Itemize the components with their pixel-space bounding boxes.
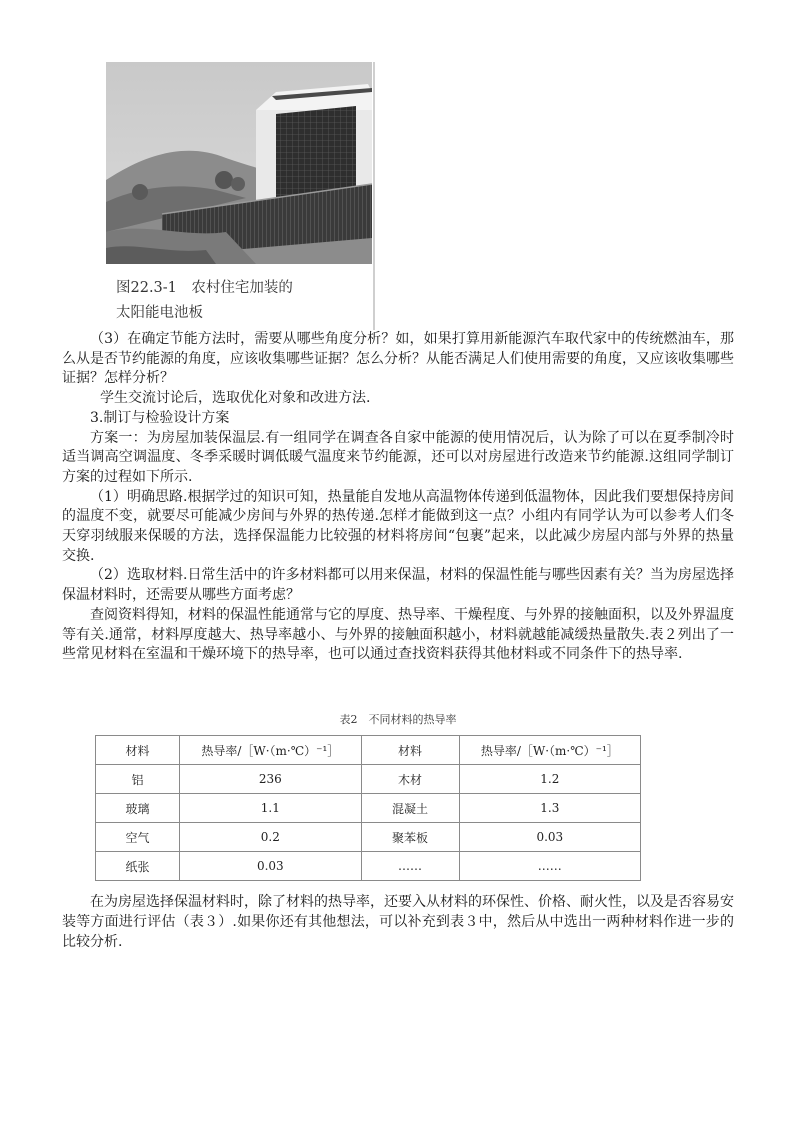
section-heading: 3.制订与检验设计方案 — [90, 409, 230, 426]
paragraph: 查阅资料得知，材料的保温性能通常与它的厚度、热导率、干燥程度、与外界的接触面积，以及外界温度等有关.通常，材料厚度越大、热导率越小、与外界的接触面积越小，材料就越能减缓热量散失.表２列出了一些常见材料在室温和干燥环境下的热导率，也可以通过查找资料获得其他材料或不同条件下的热导率. — [62, 606, 734, 663]
caption-line: 太阳能电池板 — [116, 305, 203, 321]
paragraph: 方案一：为房屋加装保温层.有一组同学在调查各自家中能源的使用情况后，认为除了可以在夏季制冷时适当调高空调温度、冬季采暖时调低暖气温度来节约能源，还可以对房屋进行改造来节约能源.这组同学制订方案的过程如下所示. — [62, 429, 734, 485]
conductivity-table — [95, 735, 641, 881]
paragraph: （3）在确定节能方法时，需要从哪些角度分析？如，如果打算用新能源汽车取代家中的传统燃油车，那么从是否节约能源的角度，应该收集哪些证据？怎么分析？从能否满足人们使用需要的角度，又应该收集哪些证据？怎样分析？ — [62, 331, 734, 387]
table-cell: 1.3 — [459, 794, 640, 823]
table-cell: 空气 — [96, 823, 180, 852]
paragraph: （2）选取材料.日常生活中的许多材料都可以用来保温，材料的保温性能与哪些因素有关？当为房屋选择保温材料时，还需要从哪些方面考虑？ — [62, 567, 734, 604]
table-cell: 1.1 — [180, 794, 361, 823]
figure — [104, 62, 378, 330]
table-row — [96, 823, 641, 852]
table-cell: 0.2 — [180, 823, 361, 852]
table-cell: 铝 — [96, 765, 180, 794]
table-row — [96, 852, 641, 881]
table-cell: …… — [361, 852, 459, 881]
table-cell: 0.03 — [459, 823, 640, 852]
solar-panel-photo — [106, 62, 372, 264]
table-cell: 聚苯板 — [361, 823, 459, 852]
table-cell: 0.03 — [180, 852, 361, 881]
caption-line: 图22.3-1 农村住宅加装的 — [116, 280, 293, 296]
paragraph: 学生交流讨论后，选取优化对象和改进方法. — [100, 390, 371, 407]
table-cell: 纸张 — [96, 852, 180, 881]
table-cell: 混凝土 — [361, 794, 459, 823]
figure-caption — [116, 276, 366, 326]
column-header: 材料 — [361, 736, 459, 765]
closing-text — [62, 892, 734, 952]
body-text — [62, 330, 734, 665]
table-cell: 玻璃 — [96, 794, 180, 823]
table-header-row — [96, 736, 641, 765]
figure-divider — [373, 62, 375, 330]
column-header: 热导率/［W·（m·℃）⁻¹］ — [180, 736, 361, 765]
table-cell: 236 — [180, 765, 361, 794]
table-title: 表2 不同材料的热导率 — [339, 713, 457, 726]
column-header: 材料 — [96, 736, 180, 765]
table-row — [96, 794, 641, 823]
column-header: 热导率/［W·（m·℃）⁻¹］ — [459, 736, 640, 765]
paragraph: （1）明确思路.根据学过的知识可知，热量能自发地从高温物体传递到低温物体，因此我们要想保持房间的温度不变，就要尽可能减少房间与外界的热传递.怎样才能做到这一点？小组内有同学认为可以参考人们冬天穿羽绒服来保暖的方法，选择保温能力比较强的材料将房间“包裹”起来，以此减少房屋内部与外界的热量交换. — [62, 488, 734, 564]
table-cell: 木材 — [361, 765, 459, 794]
table-cell: …… — [459, 852, 640, 881]
table-cell: 1.2 — [459, 765, 640, 794]
paragraph: 在为房屋选择保温材料时，除了材料的热导率，还要入从材料的环保性、价格、耐火性，以及是否容易安装等方面进行评估（表３）.如果你还有其他想法，可以补充到表３中，然后从中选出一两种材料作进一步的比较分析. — [62, 894, 734, 950]
table-row — [96, 765, 641, 794]
